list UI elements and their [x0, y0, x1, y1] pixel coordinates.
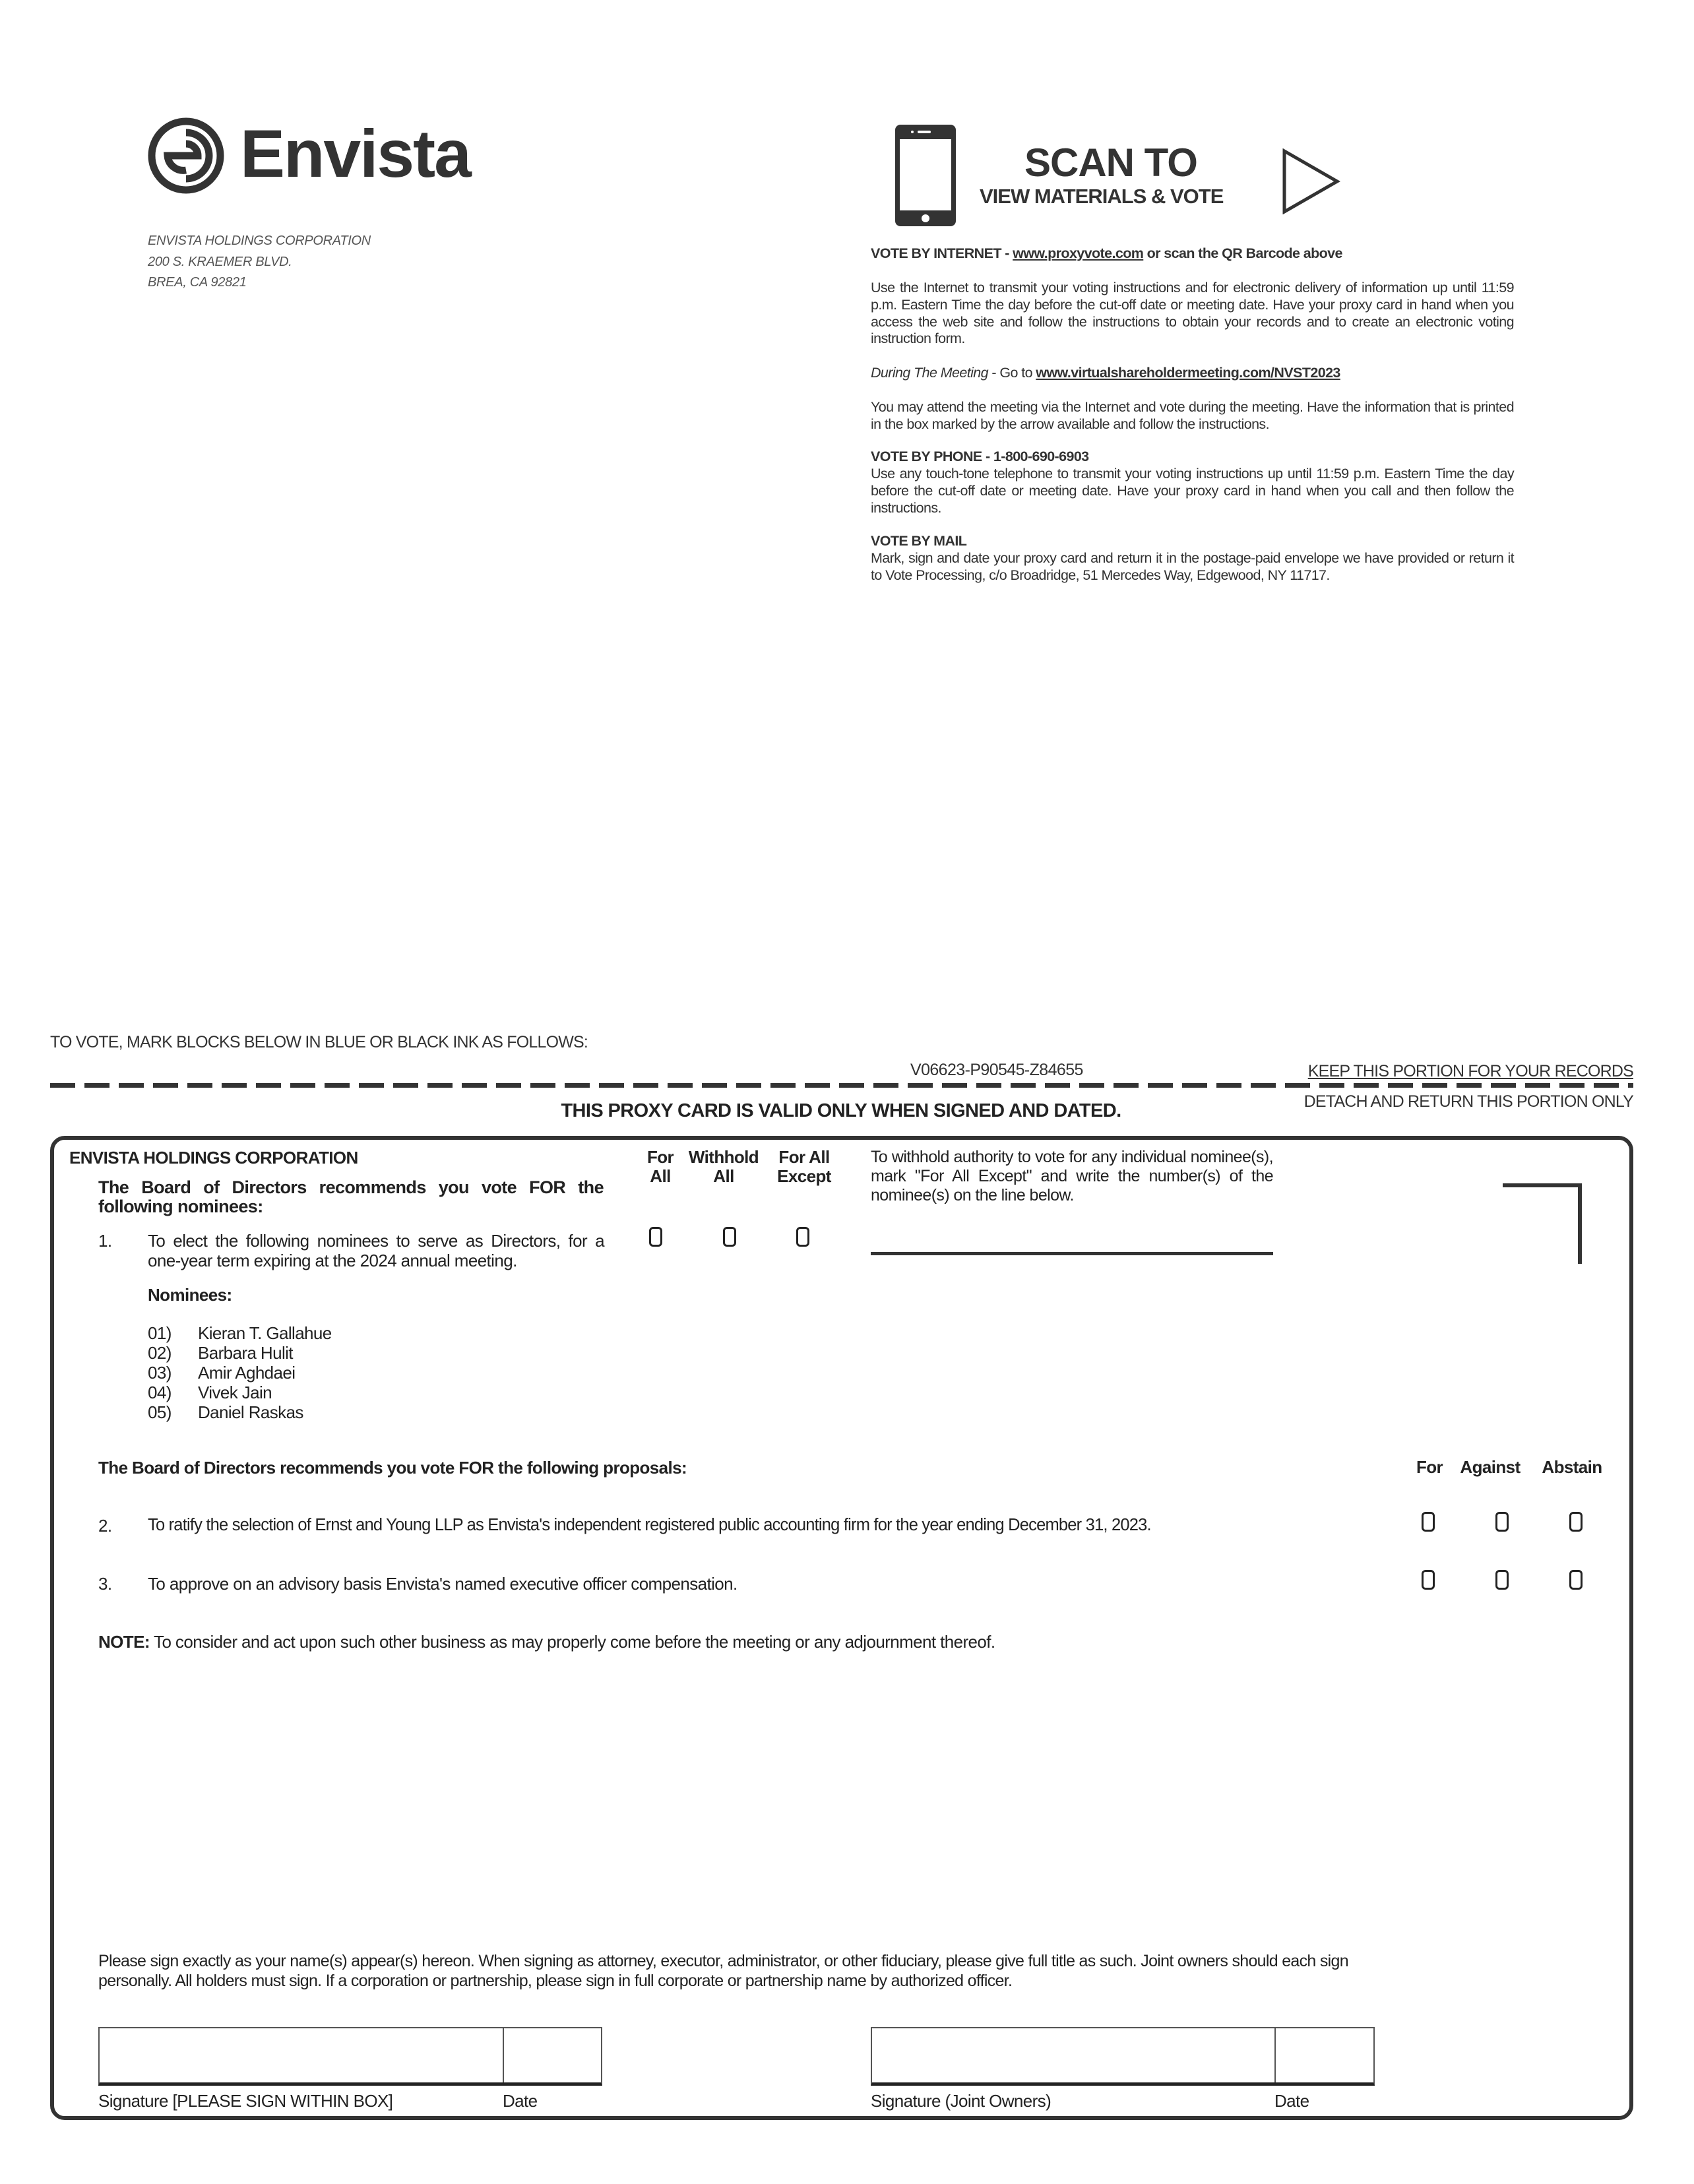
proxyvote-link[interactable]: www.proxyvote.com [1013, 245, 1144, 261]
nominee-item [148, 1383, 332, 1402]
valid-notice: THIS PROXY CARD IS VALID ONLY WHEN SIGNED AND DATED. [561, 1100, 1121, 1121]
checkbox-withhold-all[interactable] [723, 1227, 736, 1247]
virtual-meeting-link[interactable]: www.virtualshareholdermeeting.com/NVST2023 [1036, 365, 1340, 381]
note [98, 1632, 995, 1652]
col-withhold-all [689, 1148, 759, 1186]
nominee-list [148, 1323, 332, 1422]
during-meeting-label: During The Meeting [871, 365, 989, 381]
date-divider [1274, 2028, 1276, 2082]
note-text: To consider and act upon such other business as may properly come before the meeting or any adjournment thereof. [149, 1632, 995, 1652]
col-label: For All [778, 1147, 830, 1167]
nominee-name: Amir Aghdaei [198, 1363, 296, 1383]
vote-by-phone-heading: VOTE BY PHONE - 1-800-690-6903 [871, 449, 1089, 464]
col-label: For [646, 1147, 674, 1167]
date-divider [503, 2028, 504, 2082]
col-against: Against [1460, 1457, 1521, 1477]
board-proposals-recommendation: The Board of Directors recommends you vote FOR the following proposals: [98, 1458, 687, 1478]
arrow-right-icon [1282, 148, 1341, 214]
checkbox-proposal-2-abstain[interactable] [1569, 1512, 1583, 1532]
internet-suffix: or scan the QR Barcode above [1143, 245, 1342, 261]
control-code: V06623-P90545-Z84655 [910, 1061, 1083, 1079]
nominee-name: Kieran T. Gallahue [198, 1323, 332, 1343]
detach-return-label: DETACH AND RETURN THIS PORTION ONLY [1303, 1092, 1633, 1111]
checkbox-proposal-2-against[interactable] [1495, 1512, 1509, 1532]
view-materials-heading: VIEW MATERIALS & VOTE [980, 185, 1224, 208]
nominee-number: 05) [148, 1402, 172, 1422]
joint-date-label: Date [1274, 2091, 1309, 2111]
signature-label: Signature [PLEASE SIGN WITHIN BOX] [98, 2091, 393, 2111]
envista-logo-mark-icon [146, 116, 226, 195]
during-meeting-line [871, 365, 1514, 382]
mail-instructions: Mark, sign and date your proxy card and return it in the postage-paid envelope we have provided or return it to Vote Processing, c/o Broadridge, 51 Mercedes Way, Edgewood, NY 11717. [871, 550, 1514, 583]
for-all-except-line[interactable] [871, 1252, 1273, 1255]
nominee-name: Vivek Jain [198, 1383, 272, 1402]
signature-box[interactable] [98, 2027, 602, 2086]
checkbox-proposal-3-for[interactable] [1422, 1570, 1435, 1590]
internet-instructions: Use the Internet to transmit your voting instructions and for electronic delivery of information up until 11:59 p.m. Eastern Time the day before the cut-off date or meeting date. Have your proxy card in hand when you access the web site and follow the instructions to obtain your records and to create an electronic voting instruction form. [871, 280, 1514, 347]
vote-by-mail-heading: VOTE BY MAIL [871, 533, 967, 549]
nominee-name: Daniel Raskas [198, 1402, 303, 1422]
proposal-3-text: To approve on an advisory basis Envista's named executive officer compensation. [148, 1574, 737, 1594]
checkbox-proposal-3-against[interactable] [1495, 1570, 1509, 1590]
board-nominees-recommendation: The Board of Directors recommends you vote FOR the following nominees: [98, 1177, 604, 1216]
col-for-all-except [777, 1148, 831, 1186]
nominee-item [148, 1323, 332, 1343]
scan-to-heading: SCAN TO [1024, 140, 1197, 185]
card-company-name: ENVISTA HOLDINGS CORPORATION [69, 1148, 358, 1168]
internet-label: VOTE BY INTERNET - [871, 245, 1013, 261]
col-label: All [650, 1166, 671, 1186]
joint-signature-box[interactable] [871, 2027, 1375, 2086]
keep-portion-label: KEEP THIS PORTION FOR YOUR RECORDS [1307, 1062, 1633, 1080]
col-for: For [1416, 1457, 1443, 1477]
col-label: Withhold [688, 1147, 759, 1167]
nominee-item [148, 1363, 332, 1383]
checkbox-proposal-3-abstain[interactable] [1569, 1570, 1583, 1590]
company-address-line-2: 200 S. KRAEMER BLVD. [148, 255, 292, 269]
smartphone-icon [895, 125, 956, 226]
col-for-all [647, 1148, 674, 1186]
joint-signature-label: Signature (Joint Owners) [871, 2091, 1051, 2111]
meeting-instructions: You may attend the meeting via the Internet and vote during the meeting. Have the information that is printed in the box marked by the arrow available and follow the instructions. [871, 399, 1514, 432]
nominee-number: 04) [148, 1383, 172, 1402]
withhold-instructions: To withhold authority to vote for any individual nominee(s), mark "For All Except" and write the number(s) of the nominee(s) on the line below. [871, 1148, 1273, 1204]
note-label: NOTE: [98, 1632, 150, 1652]
company-address-line-3: BREA, CA 92821 [148, 275, 247, 290]
company-address-line-1: ENVISTA HOLDINGS CORPORATION [148, 234, 371, 248]
checkbox-for-all-except[interactable] [796, 1227, 809, 1247]
checkbox-proposal-2-for[interactable] [1422, 1512, 1435, 1532]
col-label: All [713, 1166, 734, 1186]
nominee-number: 02) [148, 1343, 172, 1363]
item-1-text: To elect the following nominees to serve as Directors, for a one-year term expiring at the 2024 annual meeting. [148, 1231, 604, 1270]
sign-instructions: Please sign exactly as your name(s) appear(s) hereon. When signing as attorney, executor, administrator, or other fiduciary, please give full title as such. Joint owners should each sign personally. All holders must sign. If a corporation or partnership, please sign in full corporate or partnership name by authorized officer. [98, 1952, 1348, 1990]
detach-line [50, 1083, 1633, 1088]
nominee-item [148, 1402, 332, 1422]
date-label: Date [503, 2091, 538, 2111]
corner-bracket-marker [1503, 1183, 1582, 1264]
nominees-label: Nominees: [148, 1285, 232, 1305]
envista-logo [146, 116, 470, 195]
nominee-number: 01) [148, 1323, 172, 1343]
logo-wordmark: Envista [240, 116, 470, 191]
mark-instructions: TO VOTE, MARK BLOCKS BELOW IN BLUE OR BLACK INK AS FOLLOWS: [50, 1033, 588, 1051]
checkbox-for-all[interactable] [649, 1227, 662, 1247]
proposal-3-number: 3. [98, 1574, 112, 1594]
meeting-goto: - Go to [988, 365, 1036, 381]
proposal-2-text: To ratify the selection of Ernst and Young LLP as Envista's independent registered public accounting firm for the year ending December 31, 2023. [148, 1516, 1151, 1534]
item-1-number: 1. [98, 1231, 112, 1251]
phone-instructions: Use any touch-tone telephone to transmit your voting instructions up until 11:59 p.m. Eastern Time the day before the cut-off date or meeting date. Have your proxy card in hand when you call and then follow the instructions. [871, 466, 1514, 516]
col-abstain: Abstain [1542, 1457, 1602, 1477]
proposal-2-number: 2. [98, 1516, 112, 1536]
col-label: Except [777, 1166, 831, 1186]
nominee-name: Barbara Hulit [198, 1343, 293, 1363]
nominee-item [148, 1343, 332, 1363]
nominee-number: 03) [148, 1363, 172, 1383]
vote-by-internet-heading [871, 245, 1514, 263]
